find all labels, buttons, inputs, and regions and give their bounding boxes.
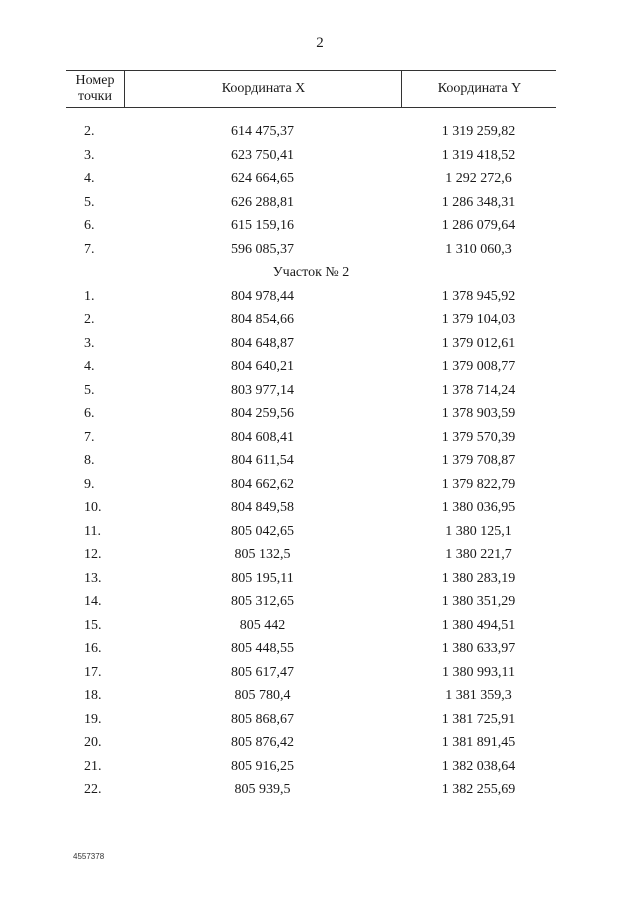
coord-x-value: 804 978,44 <box>231 288 294 304</box>
table-row <box>66 708 556 732</box>
coord-x-value: 805 868,67 <box>231 711 294 727</box>
coordinates-table-body <box>66 120 556 802</box>
coord-y-value: 1 381 359,3 <box>445 688 512 703</box>
table-row <box>66 661 556 685</box>
coord-y-value: 1 378 714,24 <box>441 382 516 398</box>
table-row <box>66 332 556 356</box>
coord-x-value: 804 640,21 <box>231 359 294 374</box>
table-row <box>66 567 556 591</box>
coord-x-value: 805 617,47 <box>231 664 294 680</box>
coord-x-value: 614 475,37 <box>231 124 294 139</box>
point-number: 15. <box>84 617 102 633</box>
coord-y-value: 1 380 125,1 <box>445 523 512 539</box>
point-number: 16. <box>84 641 102 656</box>
table-row <box>66 731 556 755</box>
coord-y-value: 1 381 725,91 <box>441 711 516 727</box>
coord-x-value: 805 939,5 <box>234 782 291 797</box>
point-number: 22. <box>84 782 102 797</box>
coord-y-value: 1 380 993,11 <box>442 664 515 680</box>
table-row <box>66 473 556 497</box>
coord-x-value: 804 611,54 <box>231 453 294 468</box>
header-point-number-line2: точки <box>78 89 112 104</box>
coord-y-value: 1 380 283,19 <box>441 570 516 586</box>
coord-y-value: 1 319 259,82 <box>441 124 516 139</box>
coord-x-value: 805 312,65 <box>231 594 294 609</box>
coord-y-value: 1 378 945,92 <box>441 288 516 304</box>
table-row <box>66 379 556 403</box>
coord-y-value: 1 379 822,79 <box>441 476 516 492</box>
point-number: 5. <box>84 194 95 210</box>
coord-x-value: 805 876,42 <box>231 735 294 750</box>
coord-x-value: 805 195,11 <box>231 570 294 586</box>
point-number: 9. <box>84 476 95 492</box>
table-row <box>66 402 556 426</box>
coord-x-value: 596 085,37 <box>231 241 294 257</box>
point-number: 7. <box>84 241 95 257</box>
coord-y-value: 1 379 570,39 <box>441 429 516 445</box>
point-number: 3. <box>84 147 95 163</box>
point-number: 7. <box>84 429 95 445</box>
coord-x-value: 804 662,62 <box>231 476 294 492</box>
page-number: 2 <box>316 35 324 51</box>
coord-y-value: 1 379 008,77 <box>441 359 516 374</box>
point-number: 5. <box>84 382 95 398</box>
point-number: 6. <box>84 218 95 233</box>
coord-x-value: 626 288,81 <box>231 194 294 210</box>
coord-y-value: 1 379 708,87 <box>441 453 516 468</box>
coord-x-value: 805 780,4 <box>234 688 291 703</box>
table-row <box>66 120 556 144</box>
table-row <box>66 449 556 473</box>
coord-x-value: 805 132,5 <box>234 547 291 562</box>
coord-y-value: 1 381 891,45 <box>441 735 516 750</box>
point-number: 4. <box>84 171 95 186</box>
coord-y-value: 1 379 012,61 <box>441 335 516 351</box>
coord-y-value: 1 380 351,29 <box>441 594 516 609</box>
table-row <box>66 590 556 614</box>
table-row <box>66 355 556 379</box>
document-id: 4557378 <box>73 852 105 861</box>
table-row <box>66 167 556 191</box>
point-number: 12. <box>84 547 102 562</box>
coord-x-value: 804 259,56 <box>231 406 294 421</box>
point-number: 18. <box>84 688 102 703</box>
coord-y-value: 1 310 060,3 <box>445 241 512 257</box>
coord-y-value: 1 380 633,97 <box>441 641 516 656</box>
point-number: 17. <box>84 664 102 680</box>
coord-x-value: 805 448,55 <box>231 641 294 656</box>
point-number: 6. <box>84 406 95 421</box>
table-row <box>66 308 556 332</box>
coord-y-value: 1 380 221,7 <box>445 547 512 562</box>
table-row <box>66 684 556 708</box>
coord-y-value: 1 382 038,64 <box>441 758 516 774</box>
coord-y-value: 1 382 255,69 <box>441 782 516 797</box>
coord-y-value: 1 378 903,59 <box>441 406 516 421</box>
point-number: 2. <box>84 124 95 139</box>
table-row <box>66 755 556 779</box>
table-row <box>66 778 556 802</box>
coord-x-value: 624 664,65 <box>231 171 294 186</box>
header-coord-x: Координата X <box>124 71 402 107</box>
point-number: 8. <box>84 453 95 468</box>
table-row <box>66 496 556 520</box>
coord-y-value: 1 379 104,03 <box>441 312 516 327</box>
point-number: 10. <box>84 500 102 515</box>
point-number: 20. <box>84 735 102 750</box>
point-number: 1. <box>84 288 95 304</box>
table-row <box>66 520 556 544</box>
coord-x-value: 804 849,58 <box>231 500 294 515</box>
coord-y-value: 1 380 036,95 <box>441 500 516 515</box>
point-number: 3. <box>84 335 95 351</box>
coord-y-value: 1 380 494,51 <box>441 617 516 633</box>
header-point-number-line1: Номер <box>75 73 115 88</box>
header-coord-y: Координата Y <box>401 71 557 107</box>
coord-x-value: 804 854,66 <box>231 312 294 327</box>
coord-x-value: 803 977,14 <box>231 382 294 398</box>
point-number: 13. <box>84 570 102 586</box>
section-title: Участок № 2 <box>272 265 350 280</box>
table-row <box>66 637 556 661</box>
coord-y-value: 1 286 079,64 <box>441 218 516 233</box>
point-number: 21. <box>84 758 102 774</box>
coord-y-value: 1 319 418,52 <box>441 147 516 163</box>
table-row <box>66 285 556 309</box>
table-row <box>66 238 556 262</box>
point-number: 4. <box>84 359 95 374</box>
coord-x-value: 615 159,16 <box>231 218 294 233</box>
table-row <box>66 426 556 450</box>
point-number: 11. <box>84 523 101 539</box>
table-row <box>66 214 556 238</box>
coord-y-value: 1 286 348,31 <box>441 194 516 210</box>
point-number: 14. <box>84 594 102 609</box>
coord-x-value: 623 750,41 <box>231 147 294 163</box>
table-row <box>66 191 556 215</box>
table-row <box>66 543 556 567</box>
table-header <box>66 70 556 108</box>
table-row <box>66 144 556 168</box>
coord-x-value: 805 042,65 <box>231 523 294 539</box>
header-point-number <box>66 71 124 107</box>
point-number: 2. <box>84 312 95 327</box>
coord-x-value: 804 648,87 <box>231 335 294 351</box>
coord-y-value: 1 292 272,6 <box>445 171 512 186</box>
point-number: 19. <box>84 711 102 727</box>
coord-x-value: 804 608,41 <box>231 429 294 445</box>
coord-x-value: 805 916,25 <box>231 758 294 774</box>
coord-x-value: 805 442 <box>239 617 286 633</box>
table-row <box>66 614 556 638</box>
